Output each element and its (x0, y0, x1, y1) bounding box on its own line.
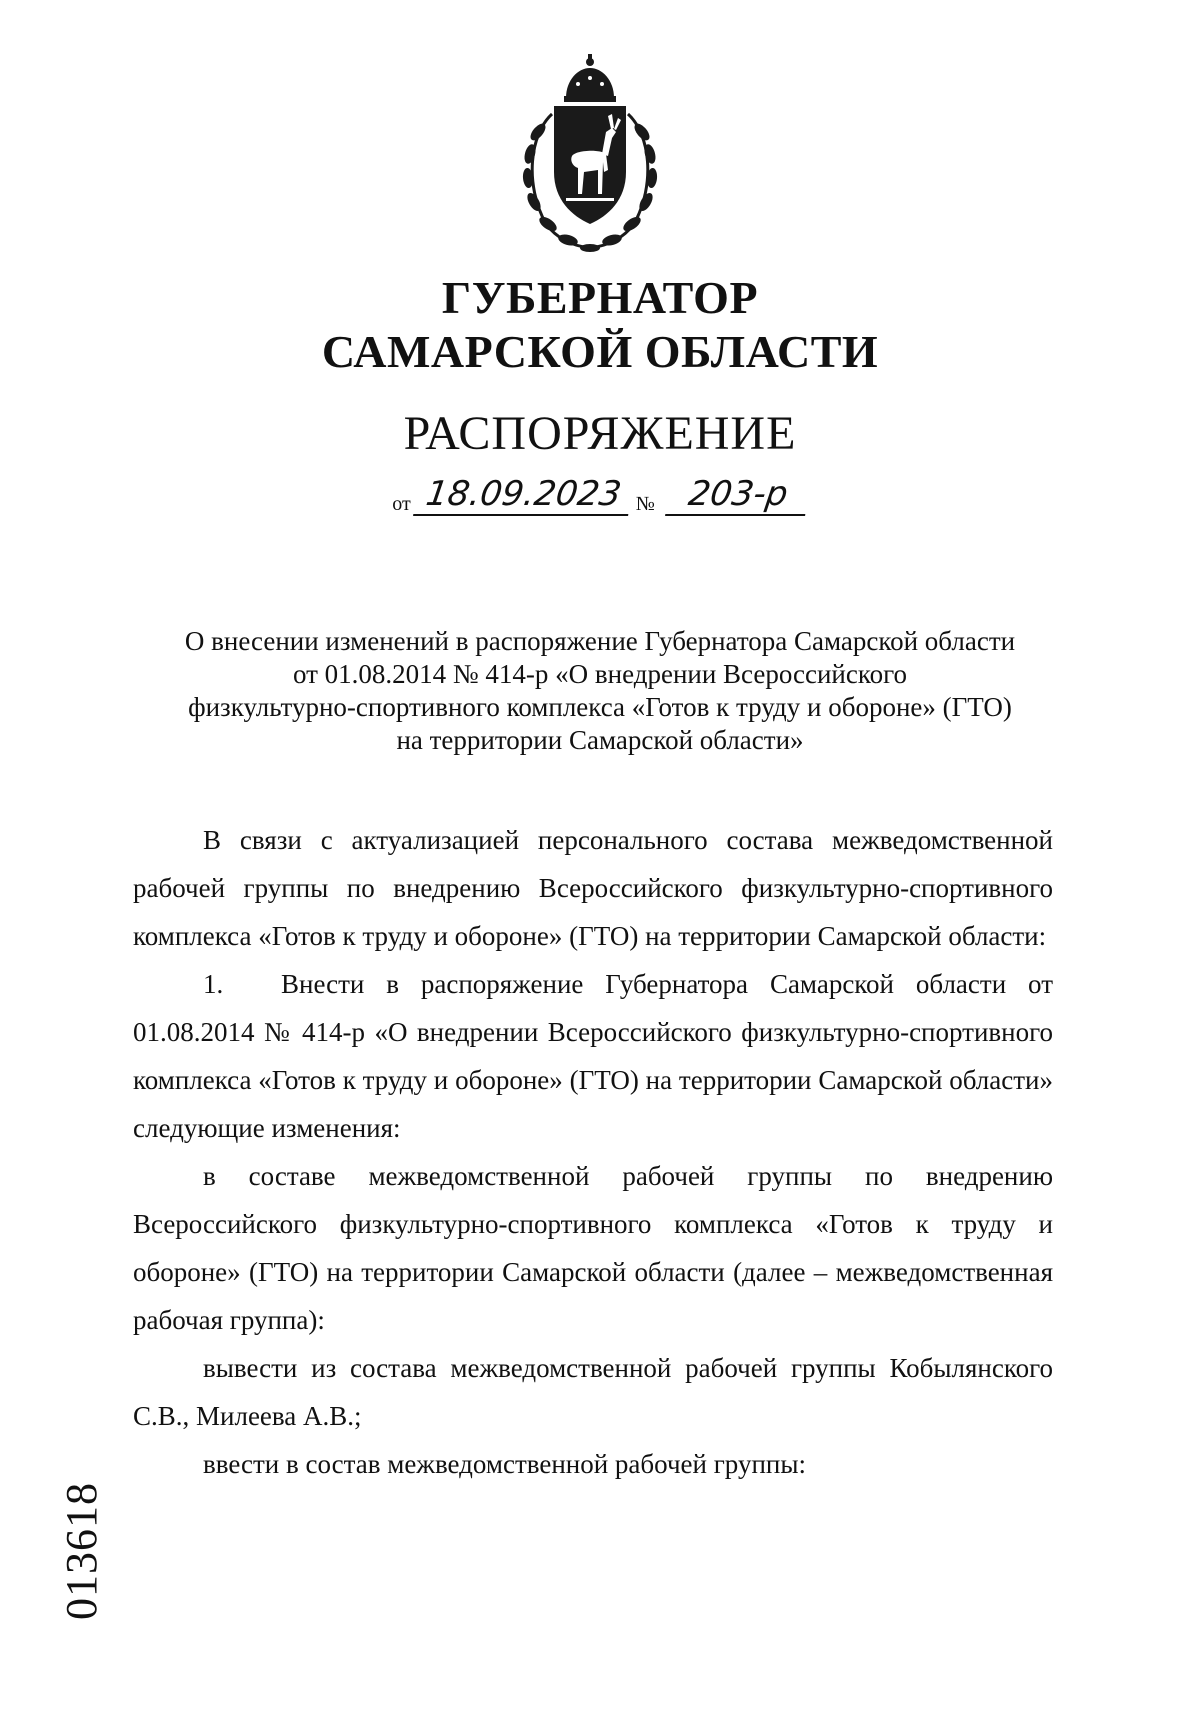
item-1-number: 1. (203, 969, 224, 999)
title-line: О внесении изменений в распоряжение Губернатора Самарской области (184, 626, 1016, 656)
composition-paragraph: в составе межведомственной рабочей группы по внедрению Всероссийского физкультурно-спортивного комплекса «Готов к труду и обороне» (ГТО) на территории Самарской области (далее – межведомственная рабочая группа): (133, 1161, 1053, 1335)
samara-coat-of-arms-icon (508, 54, 672, 254)
form-serial-number: 013618 (57, 1482, 106, 1620)
item-1-paragraph (133, 960, 1053, 1152)
authority-title-line2: САМАРСКОЙ ОБЛАСТИ (321, 326, 879, 377)
document-body (133, 816, 1053, 1488)
number-prefix: № (635, 493, 655, 515)
title-line: на территории Самарской области» (396, 725, 804, 755)
document-type-heading: РАСПОРЯЖЕНИЕ (403, 407, 797, 460)
item-1-text: Внести в распоряжение Губернатора Самарской области от 01.08.2014 № 414-р «О внедрении Всероссийского физкультурно-спортивного комплекса «Готов к труду и обороне» (ГТО) на территории Самарской области» следующие изменения: (133, 969, 1053, 1143)
date-number-line (0, 474, 1200, 524)
title-line: физкультурно-спортивного комплекса «Готов к труду и обороне» (ГТО) (188, 692, 1012, 722)
document-date: 18.09.2023 (413, 474, 634, 516)
add-members-paragraph: ввести в состав межведомственной рабочей группы: (203, 1449, 806, 1479)
title-line: от 01.08.2014 № 414-р «О внедрении Всероссийского (292, 659, 908, 689)
document-number: 203-р (665, 474, 811, 516)
preamble-paragraph: В связи с актуализацией персонального состава межведомственной рабочей группы по внедрению Всероссийского физкультурно-спортивного комплекса «Готов к труду и обороне» (ГТО) на территории Самарской области: (133, 825, 1053, 951)
remove-members-paragraph: вывести из состава межведомственной рабочей группы Кобылянского С.В., Милеева А.В.; (133, 1353, 1053, 1431)
date-prefix: от (392, 493, 411, 515)
document-title (130, 625, 1070, 757)
authority-title-line1: ГУБЕРНАТОР (441, 272, 759, 323)
